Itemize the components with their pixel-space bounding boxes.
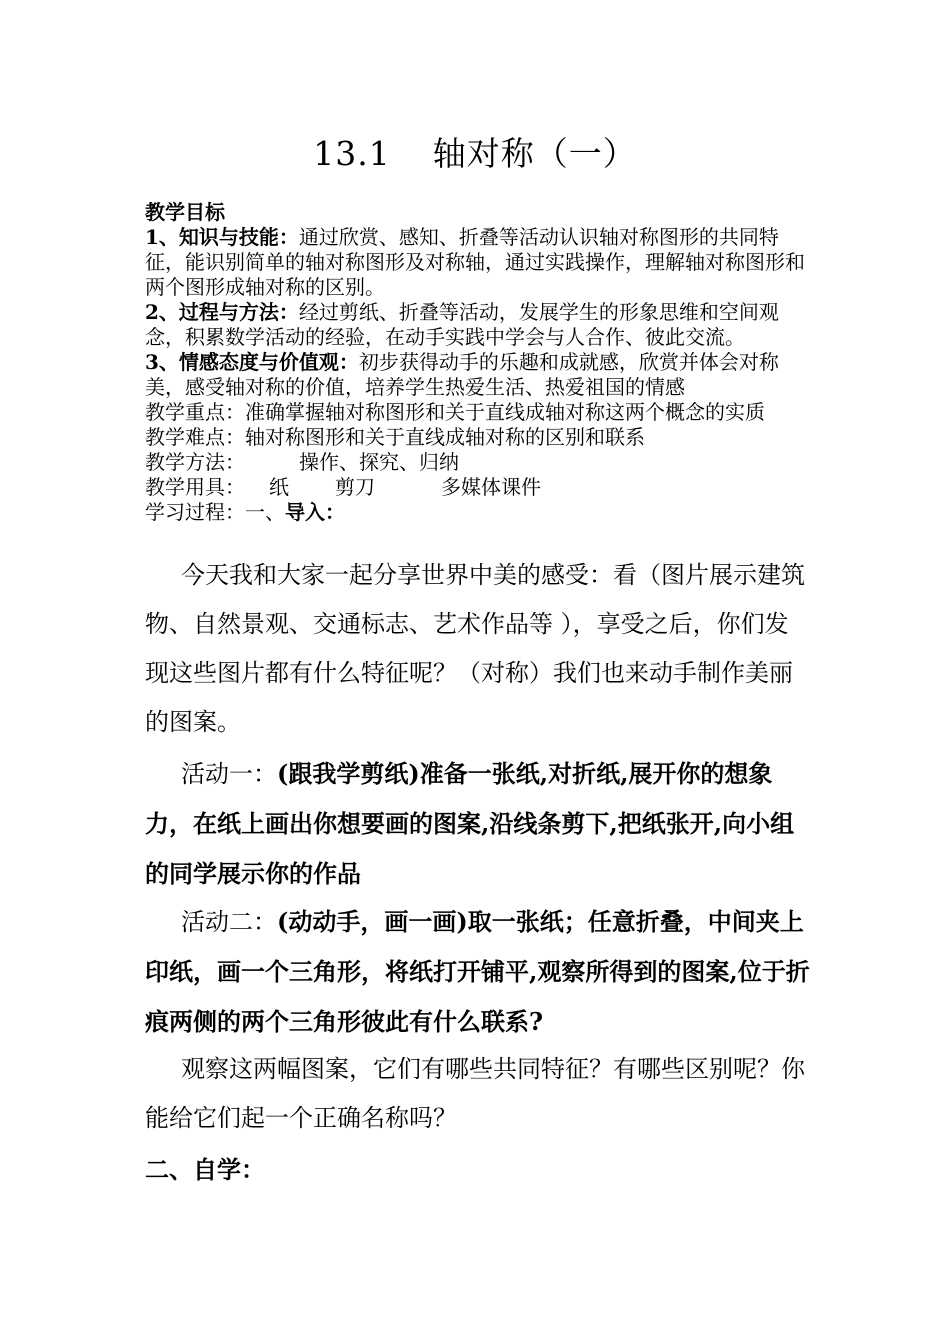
activity-1-text: (跟我学剪纸)准备一张纸,对折纸,展开你的想象力，在纸上画出你想要画的图案,沿线条剪下,把纸张开,向小组的同学展示你的作品 bbox=[145, 759, 795, 888]
activity-2 bbox=[145, 897, 810, 1047]
objective-item-3 bbox=[145, 350, 810, 400]
objective-label-3: 3、情感态度与价值观： bbox=[145, 350, 359, 374]
title-number: 13.1 bbox=[313, 134, 391, 173]
process-label: 学习过程：一、 bbox=[145, 500, 285, 524]
teaching-method bbox=[145, 450, 810, 475]
section-2-heading: 二、自学： bbox=[145, 1155, 265, 1184]
objective-text-3: 初步获得动手的乐趣和成就感，欣赏并体会对称美，感受轴对称的价值，培养学生热爱生活、热爱祖国的情感 bbox=[145, 350, 779, 399]
activity-1 bbox=[145, 749, 810, 899]
objectives-heading: 教学目标 bbox=[145, 200, 225, 224]
objective-label-1: 1、知识与技能： bbox=[145, 225, 299, 249]
intro-paragraph: 今天我和大家一起分享世界中美的感受：看（图片展示建筑物、自然景观、交通标志、艺术作品等 ），享受之后，你们发现这些图片都有什么特征呢？（对称）我们也来动手制作美丽的图案。 bbox=[145, 561, 805, 736]
method-value: 操作、探究、归纳 bbox=[299, 450, 459, 474]
process-intro: 导入： bbox=[285, 500, 345, 524]
difficulty: 教学难点：轴对称图形和关于直线成轴对称的区别和联系 bbox=[145, 425, 645, 449]
teaching-tools bbox=[145, 475, 810, 500]
page-title bbox=[0, 128, 950, 175]
title-text: 轴对称（一） bbox=[432, 134, 637, 173]
activity-2-text: (动动手，画一画)取一张纸；任意折叠，中间夹上印纸，画一个三角形，将纸打开铺平,观察所得到的图案,位于折痕两侧的两个三角形彼此有什么联系? bbox=[145, 907, 810, 1036]
activity-2-label: 活动二： bbox=[181, 908, 277, 936]
tools-label: 教学用具： bbox=[145, 475, 245, 499]
tool-item-2: 剪刀 bbox=[335, 475, 375, 499]
objectives-block bbox=[145, 200, 810, 525]
method-label: 教学方法： bbox=[145, 450, 245, 474]
tool-item-3: 多媒体课件 bbox=[441, 475, 541, 499]
activity-1-label: 活动一： bbox=[181, 760, 277, 788]
objective-item-2 bbox=[145, 300, 810, 350]
objective-text-1: 通过欣赏、感知、折叠等活动认识轴对称图形的共同特征，能识别简单的轴对称图形及对称轴，通过实践操作，理解轴对称图形和两个图形成轴对称的区别。 bbox=[145, 225, 805, 299]
tool-item-1: 纸 bbox=[269, 475, 289, 499]
objective-text-2: 经过剪纸、折叠等活动，发展学生的形象思维和空间观念，积累数学活动的经验，在动手实践中学会与人合作、彼此交流。 bbox=[145, 300, 779, 349]
objective-item-1 bbox=[145, 225, 810, 300]
observe-paragraph: 观察这两幅图案，它们有哪些共同特征？有哪些区别呢？你能给它们起一个正确名称吗？ bbox=[145, 1055, 805, 1132]
objective-label-2: 2、过程与方法： bbox=[145, 300, 299, 324]
learning-process bbox=[145, 500, 810, 525]
key-point: 教学重点：准确掌握轴对称图形和关于直线成轴对称这两个概念的实质 bbox=[145, 400, 765, 424]
